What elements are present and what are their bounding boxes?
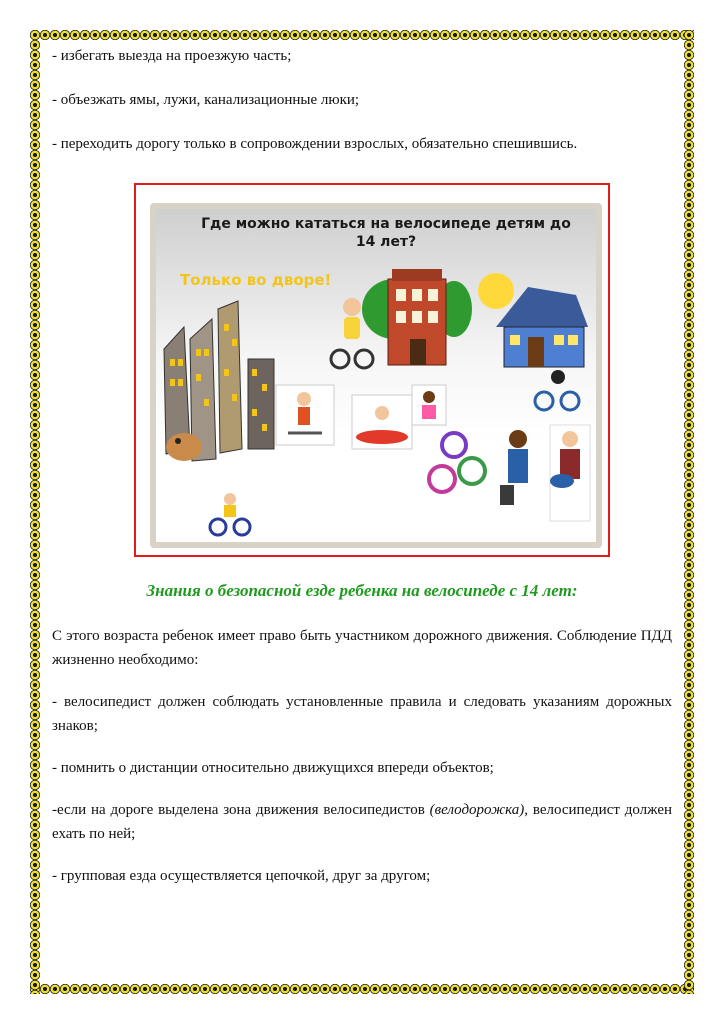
section-heading: Знания о безопасной езде ребенка на велосипеде с 14 лет: bbox=[146, 581, 578, 600]
bottom-text-block bbox=[52, 624, 672, 888]
rule-item: - групповая езда осуществляется цепочкой, друг за другом; bbox=[52, 868, 431, 884]
teen-girl-icon bbox=[500, 430, 528, 505]
illustration-slide bbox=[150, 203, 602, 548]
rule-emphasis: (велодорожка) bbox=[429, 802, 525, 818]
girl-icon bbox=[412, 385, 446, 425]
boy-cyclist-icon bbox=[210, 493, 250, 535]
illustration-scene bbox=[156, 209, 596, 542]
rule-item: - помнить о дистанции относительно движущихся впереди объектов; bbox=[52, 760, 494, 776]
blue-house-icon bbox=[478, 273, 588, 367]
bikes-group-icon bbox=[429, 433, 485, 492]
slide-note: Только во дворе! bbox=[180, 271, 332, 289]
decorative-border-top bbox=[30, 30, 694, 40]
illustration-frame bbox=[134, 183, 610, 557]
slide-title: Где можно кататься на велосипеде детям до 14 лет? bbox=[201, 216, 571, 250]
teen-boy-guitar-icon bbox=[550, 425, 590, 521]
rule-text: , велосипедист должен ехать по ней; bbox=[52, 802, 673, 842]
rule-text: -если на дороге выделена зона движения велосипедистов bbox=[52, 802, 430, 818]
rule-item: - объезжать ямы, лужи, канализационные люки; bbox=[52, 92, 360, 108]
top-text-block bbox=[52, 44, 672, 156]
decorative-border-bottom bbox=[30, 984, 694, 994]
rule-item-bike-lane bbox=[52, 798, 672, 846]
playground-icon bbox=[352, 395, 412, 449]
scooter-kid-icon bbox=[276, 385, 334, 445]
brick-house-icon bbox=[362, 269, 472, 365]
intro-paragraph: С этого возраста ребенок имеет право быть участником дорожного движения. Соблюдение ПДД жизненно необходимо: bbox=[52, 628, 672, 668]
decorative-border-left bbox=[30, 30, 40, 994]
rule-item: - велосипедист должен соблюдать установленные правила и следовать указаниям дорожных знаков; bbox=[52, 694, 672, 734]
dog-icon bbox=[166, 433, 202, 461]
blue-bike-kid-icon bbox=[535, 370, 579, 410]
rule-item: - избегать выезда на проезжую часть; bbox=[52, 48, 292, 64]
decorative-border-right bbox=[684, 30, 694, 994]
rule-item: - переходить дорогу только в сопровождении взрослых, обязательно спешившись. bbox=[52, 136, 578, 152]
